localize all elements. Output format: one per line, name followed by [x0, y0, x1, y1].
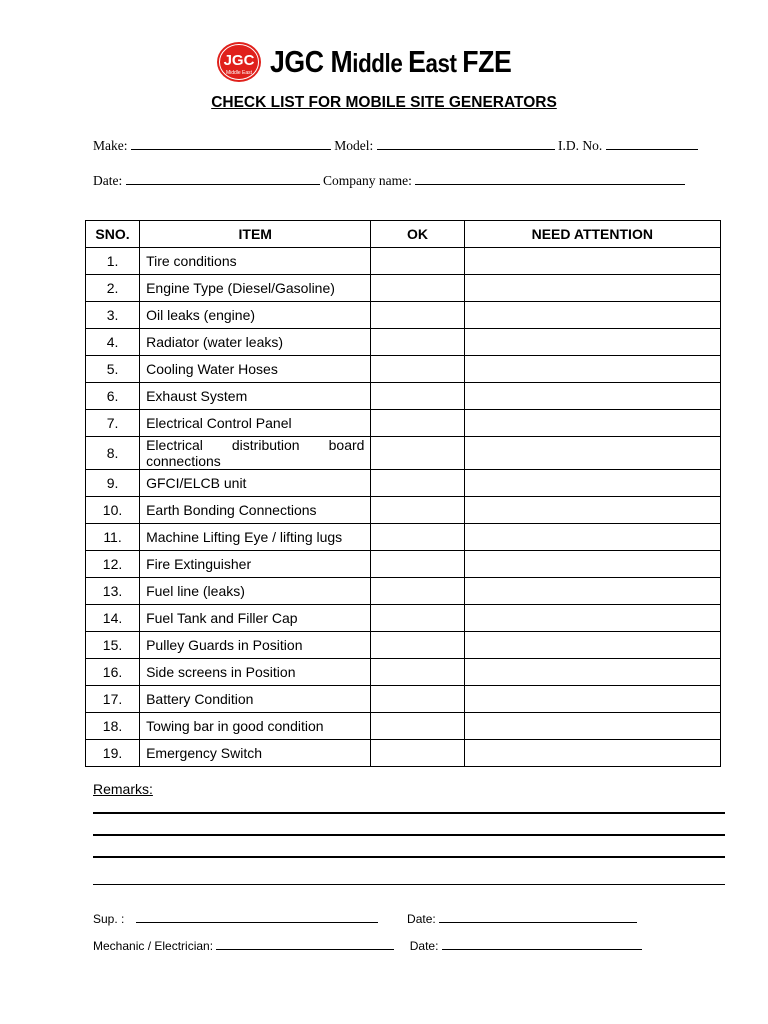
ok-cell[interactable] [371, 329, 464, 356]
table-row [86, 740, 721, 767]
row-sno: 14. [86, 605, 140, 632]
row-sno: 4. [86, 329, 140, 356]
row-item: Engine Type (Diesel/Gasoline) [140, 275, 371, 302]
row-sno: 5. [86, 356, 140, 383]
ok-cell[interactable] [371, 410, 464, 437]
table-row [86, 524, 721, 551]
date-company-row [93, 171, 685, 189]
ok-cell[interactable] [371, 302, 464, 329]
make-model-row [93, 136, 698, 154]
row-sno: 12. [86, 551, 140, 578]
need-attention-cell[interactable] [464, 713, 720, 740]
table-row [86, 356, 721, 383]
need-attention-cell[interactable] [464, 551, 720, 578]
table-row [86, 383, 721, 410]
ok-cell[interactable] [371, 497, 464, 524]
header-need-attention: NEED ATTENTION [464, 221, 720, 248]
row-item: Fire Extinguisher [140, 551, 371, 578]
row-sno: 3. [86, 302, 140, 329]
row-sno: 16. [86, 659, 140, 686]
need-attention-cell[interactable] [464, 632, 720, 659]
table-row [86, 302, 721, 329]
row-sno: 9. [86, 470, 140, 497]
date-field[interactable] [126, 171, 320, 185]
remarks-line[interactable] [93, 834, 725, 836]
table-row [86, 437, 721, 470]
model-field[interactable] [377, 136, 555, 150]
ok-cell[interactable] [371, 578, 464, 605]
remarks-line[interactable] [93, 884, 725, 885]
logo-text: JGC [223, 52, 255, 69]
ok-cell[interactable] [371, 551, 464, 578]
need-attention-cell[interactable] [464, 356, 720, 383]
remarks-line[interactable] [93, 812, 725, 814]
table-row [86, 329, 721, 356]
table-row [86, 410, 721, 437]
logo-subtext: Middle East [225, 70, 253, 76]
sup-date-field[interactable] [439, 911, 637, 923]
row-sno: 19. [86, 740, 140, 767]
ok-cell[interactable] [371, 686, 464, 713]
ok-cell[interactable] [371, 605, 464, 632]
need-attention-cell[interactable] [464, 497, 720, 524]
header-item: ITEM [140, 221, 371, 248]
need-attention-cell[interactable] [464, 275, 720, 302]
ok-cell[interactable] [371, 248, 464, 275]
table-header-row [86, 221, 721, 248]
row-item: Earth Bonding Connections [140, 497, 371, 524]
id-field[interactable] [606, 136, 698, 150]
company-name: JGC Middle East FZE [270, 44, 512, 79]
ok-cell[interactable] [371, 740, 464, 767]
table-row [86, 551, 721, 578]
row-sno: 6. [86, 383, 140, 410]
remarks-line[interactable] [93, 856, 725, 858]
ok-cell[interactable] [371, 713, 464, 740]
row-sno: 15. [86, 632, 140, 659]
ok-cell[interactable] [371, 632, 464, 659]
need-attention-cell[interactable] [464, 329, 720, 356]
row-item: Towing bar in good condition [140, 713, 371, 740]
table-row [86, 248, 721, 275]
row-item: Side screens in Position [140, 659, 371, 686]
ok-cell[interactable] [371, 275, 464, 302]
row-item: Fuel Tank and Filler Cap [140, 605, 371, 632]
need-attention-cell[interactable] [464, 686, 720, 713]
ok-cell[interactable] [371, 524, 464, 551]
page-title: CHECK LIST FOR MOBILE SITE GENERATORS [211, 94, 557, 111]
row-sno: 8. [86, 437, 140, 470]
row-item: Fuel line (leaks) [140, 578, 371, 605]
mechanic-date-label: Date: [409, 939, 439, 953]
ok-cell[interactable] [371, 470, 464, 497]
table-row [86, 275, 721, 302]
row-item: Electrical Control Panel [140, 410, 371, 437]
need-attention-cell[interactable] [464, 659, 720, 686]
table-row [86, 632, 721, 659]
date-label: Date: [93, 173, 123, 188]
table-row [86, 713, 721, 740]
supervisor-row [93, 911, 637, 926]
row-sno: 17. [86, 686, 140, 713]
mechanic-label: Mechanic / Electrician: [93, 939, 214, 953]
row-item: Emergency Switch [140, 740, 371, 767]
header-ok: OK [371, 221, 464, 248]
header-sno: SNO. [86, 221, 140, 248]
sup-date-label: Date: [407, 912, 436, 926]
table-row [86, 605, 721, 632]
row-item: GFCI/ELCB unit [140, 470, 371, 497]
row-item: Machine Lifting Eye / lifting lugs [140, 524, 371, 551]
ok-cell[interactable] [371, 383, 464, 410]
row-sno: 13. [86, 578, 140, 605]
remarks-label: Remarks: [93, 781, 153, 797]
table-row [86, 659, 721, 686]
table-row [86, 686, 721, 713]
row-item: Cooling Water Hoses [140, 356, 371, 383]
checklist-table [85, 220, 721, 767]
sup-field[interactable] [136, 911, 378, 923]
row-item: Battery Condition [140, 686, 371, 713]
table-row [86, 497, 721, 524]
table-row [86, 470, 721, 497]
need-attention-cell[interactable] [464, 578, 720, 605]
row-sno: 1. [86, 248, 140, 275]
need-attention-cell[interactable] [464, 470, 720, 497]
need-attention-cell[interactable] [464, 437, 720, 470]
row-sno: 2. [86, 275, 140, 302]
row-item: Electrical distribution board connections [140, 437, 371, 470]
need-attention-cell[interactable] [464, 410, 720, 437]
row-sno: 7. [86, 410, 140, 437]
need-attention-cell[interactable] [464, 524, 720, 551]
need-attention-cell[interactable] [464, 740, 720, 767]
need-attention-cell[interactable] [464, 248, 720, 275]
make-label: Make: [93, 138, 128, 153]
id-label: I.D. No. [558, 138, 603, 153]
ok-cell[interactable] [371, 437, 464, 470]
row-sno: 11. [86, 524, 140, 551]
ok-cell[interactable] [371, 356, 464, 383]
need-attention-cell[interactable] [464, 605, 720, 632]
row-item: Exhaust System [140, 383, 371, 410]
make-field[interactable] [131, 136, 331, 150]
row-item: Pulley Guards in Position [140, 632, 371, 659]
sup-label: Sup. : [93, 912, 125, 926]
row-item: Tire conditions [140, 248, 371, 275]
company-label: Company name: [323, 173, 412, 188]
need-attention-cell[interactable] [464, 302, 720, 329]
mechanic-date-field[interactable] [442, 938, 642, 950]
need-attention-cell[interactable] [464, 383, 720, 410]
ok-cell[interactable] [371, 659, 464, 686]
row-sno: 18. [86, 713, 140, 740]
row-sno: 10. [86, 497, 140, 524]
document-header [0, 38, 768, 86]
row-item: Oil leaks (engine) [140, 302, 371, 329]
table-row [86, 578, 721, 605]
mechanic-field[interactable] [216, 938, 394, 950]
model-label: Model: [334, 138, 374, 153]
row-item: Radiator (water leaks) [140, 329, 371, 356]
jgc-logo [216, 41, 262, 83]
mechanic-row [93, 938, 642, 953]
company-field[interactable] [415, 171, 685, 185]
